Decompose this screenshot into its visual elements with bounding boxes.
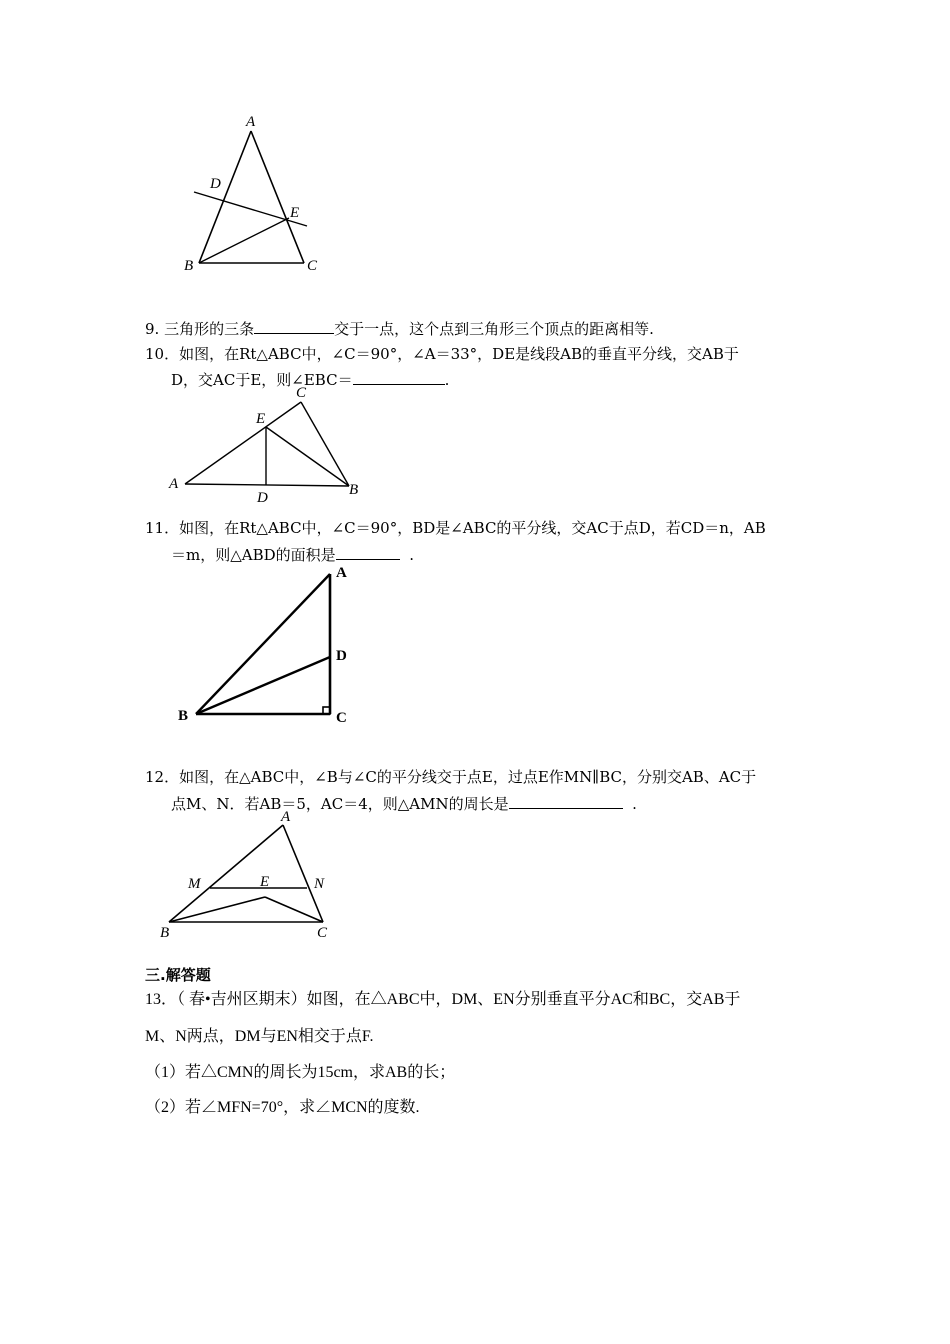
- question-13-line1: [145, 990, 740, 1010]
- label-B: B: [349, 482, 359, 498]
- label-E: E: [290, 205, 300, 221]
- side-AB: [185, 484, 349, 486]
- label-A: A: [336, 565, 347, 581]
- question-10-text: 如图，在Rt△ABC中，∠C＝90°，∠A＝33°，DE是线段AB的垂直平分线，交AB于: [179, 345, 739, 363]
- segment-BE: [199, 218, 289, 263]
- label-D: D: [336, 648, 347, 664]
- label-B: B: [178, 708, 189, 724]
- label-A: A: [246, 114, 256, 130]
- label-E: E: [260, 874, 270, 890]
- label-B: B: [184, 258, 194, 274]
- label-A: A: [169, 476, 179, 492]
- question-9-number: 9.: [145, 320, 160, 338]
- question-11-text-2: ＝m，则△ABD的面积是: [171, 546, 336, 564]
- question-12-text-2: 点M、N．若AB＝5，AC＝4，则△AMN的周长是: [171, 795, 509, 813]
- figure-q8-svg: [170, 110, 340, 280]
- question-10-text-2: D，交AC于E，则∠EBC＝: [171, 371, 353, 389]
- side-AC: [185, 402, 301, 484]
- question-13-text: （ 春•吉州区期末）如图，在△ABC中，DM、EN分别垂直平分AC和BC，交AB于: [177, 991, 741, 1008]
- figure-q8: [170, 110, 340, 280]
- label-C: C: [336, 710, 347, 726]
- question-13-part1-text: （1）若△CMN的周长为15cm，求AB的长；: [145, 1064, 456, 1081]
- figure-q10: [165, 382, 375, 507]
- side-AB: [199, 131, 251, 263]
- label-M: M: [188, 876, 201, 892]
- label-D: D: [210, 176, 221, 192]
- label-A: A: [281, 809, 291, 825]
- label-C: C: [317, 925, 328, 941]
- question-12-text-end: .: [632, 795, 637, 813]
- question-11-text-end: .: [409, 546, 414, 564]
- question-9-text: 三角形的三条: [164, 320, 255, 338]
- label-C: C: [296, 385, 307, 401]
- figure-q10-svg: [165, 382, 375, 507]
- side-AC: [251, 131, 304, 263]
- side-AB: [196, 574, 330, 714]
- answer-blank-9[interactable]: [254, 318, 334, 334]
- question-12-text: 如图，在△ABC中，∠B与∠C的平分线交于点E，过点E作MN∥BC，分别交AB、AC于: [179, 768, 757, 786]
- question-13-part2-text: （2）若∠MFN=70°，求∠MCN的度数.: [145, 1099, 420, 1116]
- side-BC: [301, 402, 349, 486]
- label-N: N: [314, 876, 325, 892]
- question-11-number: 11．: [145, 519, 180, 537]
- figure-q12-svg: [155, 808, 345, 943]
- question-12-line1: [145, 767, 756, 787]
- section-title: 三.解答题: [145, 966, 211, 984]
- question-13-part1: [145, 1063, 455, 1083]
- question-10-number: 10．: [145, 345, 180, 363]
- question-10-line1: [145, 344, 739, 364]
- question-11-line1: [145, 518, 766, 538]
- question-10-text-end: .: [444, 371, 450, 389]
- figure-q11: [170, 560, 370, 730]
- figure-q11-svg: [170, 560, 370, 730]
- question-13-line2: [145, 1027, 374, 1047]
- figure-q12: [155, 808, 345, 943]
- label-C: C: [307, 258, 318, 274]
- segment-BD: [196, 657, 330, 714]
- label-D: D: [257, 490, 268, 506]
- question-9-text-end: 交于一点，这个点到三角形三个顶点的距离相等.: [334, 320, 654, 338]
- answer-blank-11[interactable]: [336, 544, 400, 560]
- question-11-text: 如图，在Rt△ABC中，∠C＝90°，BD是∠ABC的平分线，交AC于点D，若CD＝n，AB: [179, 519, 766, 537]
- question-13-part2: [145, 1098, 420, 1118]
- label-E: E: [256, 411, 266, 427]
- label-B: B: [160, 925, 170, 941]
- question-13-text-2: M、N两点，DM与EN相交于点F.: [145, 1028, 374, 1045]
- question-12-number: 12．: [145, 768, 180, 786]
- answer-blank-12[interactable]: [509, 793, 623, 809]
- question-9: [145, 318, 654, 339]
- segment-BE: [266, 427, 349, 486]
- question-13-number: 13．: [145, 991, 178, 1008]
